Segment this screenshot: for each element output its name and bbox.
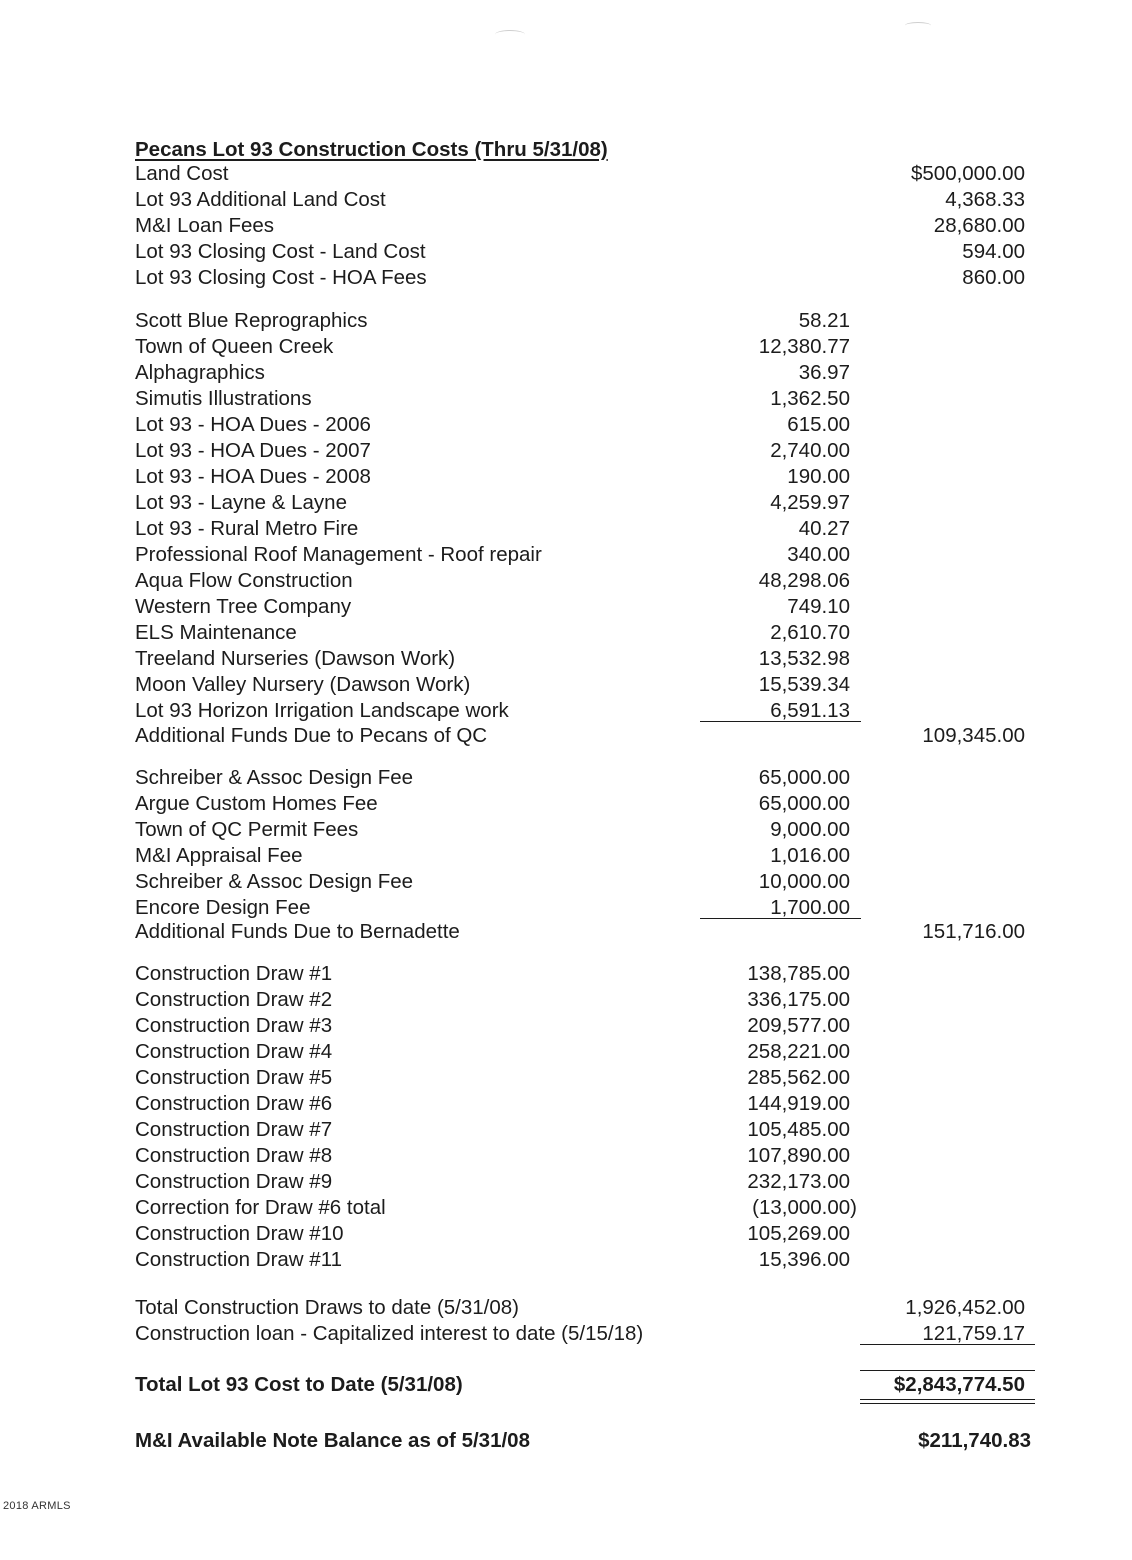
grand-total-value: $2,843,774.50 [893,1373,1025,1396]
row-label: Construction Draw #7 [135,1118,333,1141]
row-label: Lot 93 - HOA Dues - 2008 [135,465,371,488]
row-label: Town of QC Permit Fees [135,818,359,841]
scan-artifact [495,30,525,39]
row-label: Additional Funds Due to Pecans of QC [135,724,488,747]
row-amount: 10,000.00 [758,870,850,893]
row-label: Lot 93 - Rural Metro Fire [135,517,359,540]
cost-row [135,895,1035,921]
cost-row [135,765,1035,791]
row-label: Schreiber & Assoc Design Fee [135,766,414,789]
row-amount: 1,362.50 [770,387,850,410]
cost-row [135,239,1035,265]
cost-row [135,672,1035,698]
row-label: Construction Draw #8 [135,1144,333,1167]
row-amount: 40.27 [798,517,850,540]
cost-row [135,843,1035,869]
row-label: Construction Draw #11 [135,1248,342,1271]
cost-row [135,1221,1035,1247]
grand-total-row [135,1372,1035,1398]
row-amount: 4,259.97 [770,491,850,514]
row-label: Scott Blue Reprographics [135,309,368,332]
total-row [135,1295,1035,1321]
row-total: 860.00 [962,266,1025,289]
row-amount: 13,532.98 [758,647,850,670]
cost-row [135,1169,1035,1195]
row-label: Lot 93 Additional Land Cost [135,188,386,211]
row-amount: 58.21 [798,309,850,332]
row-amount: 190.00 [787,465,850,488]
row-total: 151,716.00 [922,920,1025,943]
row-amount: 9,000.00 [770,818,850,841]
row-amount: 138,785.00 [747,962,850,985]
cost-row [135,1143,1035,1169]
document-title [135,137,1035,163]
subtotal-row [135,723,1035,749]
subtotal-rule [700,721,861,722]
row-amount: (13,000.00) [752,1196,857,1219]
row-label: Town of Queen Creek [135,335,334,358]
cost-row [135,334,1035,360]
cost-row [135,987,1035,1013]
subtotal-row [135,919,1035,945]
row-amount: 615.00 [787,413,850,436]
row-label: Construction loan - Capitalized interest to date (5/15/18) [135,1322,644,1345]
row-amount: 285,562.00 [747,1066,850,1089]
cost-row [135,791,1035,817]
row-amount: 15,539.34 [758,673,850,696]
cost-row [135,516,1035,542]
cost-row [135,1013,1035,1039]
row-amount: 15,396.00 [758,1248,850,1271]
row-label: Lot 93 - HOA Dues - 2006 [135,413,371,436]
grand-total-label: Total Lot 93 Cost to Date (5/31/08) [135,1373,463,1396]
row-label: Moon Valley Nursery (Dawson Work) [135,673,471,696]
note-balance-value: $211,740.83 [918,1429,1031,1452]
row-total: 109,345.00 [922,724,1025,747]
row-total: 4,368.33 [945,188,1025,211]
row-amount: 105,269.00 [747,1222,850,1245]
row-amount: 36.97 [798,361,850,384]
cost-row [135,187,1035,213]
row-label: ELS Maintenance [135,621,297,644]
row-label: Aqua Flow Construction [135,569,353,592]
row-total: 1,926,452.00 [905,1296,1025,1319]
title-text: Pecans Lot 93 Construction Costs (Thru 5/31/08) [135,138,608,161]
row-amount: 12,380.77 [758,335,850,358]
cost-row [135,542,1035,568]
row-label: Construction Draw #10 [135,1222,344,1245]
cost-row [135,961,1035,987]
row-amount: 105,485.00 [747,1118,850,1141]
row-label: Construction Draw #2 [135,988,333,1011]
row-label: Schreiber & Assoc Design Fee [135,870,414,893]
row-amount: 65,000.00 [758,766,850,789]
row-total: $500,000.00 [910,162,1025,185]
cost-row [135,490,1035,516]
row-amount: 2,740.00 [770,439,850,462]
row-label: Total Construction Draws to date (5/31/08) [135,1296,519,1319]
cost-row [135,646,1035,672]
cost-row [135,412,1035,438]
cost-row [135,265,1035,291]
row-label: Additional Funds Due to Bernadette [135,920,460,943]
cost-row [135,620,1035,646]
cost-row [135,568,1035,594]
grand-total-rule-top [860,1370,1035,1371]
row-label: Treeland Nurseries (Dawson Work) [135,647,456,670]
row-amount: 6,591.13 [770,699,850,722]
row-label: Construction Draw #4 [135,1040,333,1063]
cost-row [135,1117,1035,1143]
row-amount: 1,700.00 [770,896,850,919]
total-rule [860,1344,1035,1345]
cost-row [135,698,1035,724]
cost-row [135,817,1035,843]
row-label: Simutis Illustrations [135,387,312,410]
grand-total-rule-bottom [860,1399,1035,1400]
row-amount: 232,173.00 [747,1170,850,1193]
row-amount: 65,000.00 [758,792,850,815]
row-label: Construction Draw #3 [135,1014,333,1037]
row-label: Lot 93 Closing Cost - HOA Fees [135,266,427,289]
row-total: 121,759.17 [922,1322,1025,1345]
row-label: Professional Roof Management - Roof repair [135,543,542,566]
row-amount: 209,577.00 [747,1014,850,1037]
row-amount: 48,298.06 [758,569,850,592]
row-amount: 340.00 [787,543,850,566]
cost-row [135,1039,1035,1065]
row-label: Western Tree Company [135,595,352,618]
scan-artifact [905,22,931,29]
row-amount: 107,890.00 [747,1144,850,1167]
row-label: M&I Appraisal Fee [135,844,303,867]
cost-row [135,869,1035,895]
row-label: Encore Design Fee [135,896,311,919]
row-label: Alphagraphics [135,361,265,384]
row-total: 594.00 [962,240,1025,263]
row-label: Lot 93 Horizon Irrigation Landscape work [135,699,509,722]
grand-total-rule-bottom-double [860,1403,1035,1404]
cost-row [135,213,1035,239]
cost-row [135,438,1035,464]
row-label: M&I Loan Fees [135,214,275,237]
cost-row [135,386,1035,412]
row-amount: 258,221.00 [747,1040,850,1063]
row-total: 28,680.00 [933,214,1025,237]
row-label: Correction for Draw #6 total [135,1196,386,1219]
row-label: Lot 93 - HOA Dues - 2007 [135,439,371,462]
row-amount: 2,610.70 [770,621,850,644]
cost-row [135,360,1035,386]
row-amount: 749.10 [787,595,850,618]
cost-row [135,1195,1035,1221]
row-label: Construction Draw #6 [135,1092,333,1115]
row-amount: 1,016.00 [770,844,850,867]
row-label: Lot 93 - Layne & Layne [135,491,347,514]
row-amount: 144,919.00 [747,1092,850,1115]
row-label: Lot 93 Closing Cost - Land Cost [135,240,426,263]
row-label: Construction Draw #9 [135,1170,333,1193]
cost-row [135,1065,1035,1091]
row-label: Construction Draw #1 [135,962,333,985]
row-amount: 336,175.00 [747,988,850,1011]
cost-row [135,464,1035,490]
row-label: Construction Draw #5 [135,1066,333,1089]
note-balance-label: M&I Available Note Balance as of 5/31/08 [135,1429,530,1452]
cost-row [135,161,1035,187]
cost-row [135,1091,1035,1117]
cost-row [135,1247,1035,1273]
footer-watermark: 2018 ARMLS [3,1500,71,1512]
note-balance-row [135,1428,1035,1454]
cost-row [135,308,1035,334]
row-label: Argue Custom Homes Fee [135,792,378,815]
row-label: Land Cost [135,162,229,185]
cost-row [135,594,1035,620]
